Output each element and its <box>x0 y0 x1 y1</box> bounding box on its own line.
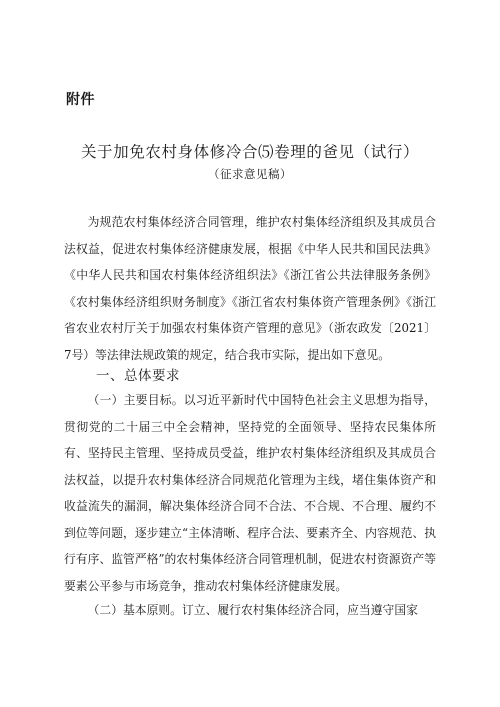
section-heading: 一、总体要求 <box>96 368 180 384</box>
paragraph-main-goals: （一）主要目标。以习近平新时代中国特色社会主义思想为指导，贯彻党的二十届三中全会精神，坚持党的全面领导、坚持农民集体所有、坚持民主管理、坚持成员受益，维护农村集体经济组织及其成员合法权益，以提升农村集体经济合同规范化管理为主线，堵住集体资产和收益流失的漏洞，解决集体经济合同不合法、不合规、不合理、履约不到位等问题，逐步建立“主体清晰、程序合法、要素齐全、内容规范、执行有序、监管严格”的农村集体经济合同管理机制，促进农村资源资产等要素公平参与市场竞争，推动农村集体经济健康发展。 <box>64 393 436 593</box>
attachment-label: 附件 <box>66 92 95 108</box>
document-subtitle: （征求意见稿） <box>208 167 292 181</box>
document-title: 关于加免农村身体修冷合⑸卷理的爸见（试行） <box>80 143 420 161</box>
intro-paragraph: 为规范农村集体经济合同管理，维护农村集体经济组织及其成员合法权益，促进农村集体经济健康发展，根据《中华人民共和国民法典》《中华人民共和国农村集体经济组织法》《浙江省公共法律服务条例》《农村集体经济组织财务制度》《浙江省农村集体资产管理条例》《浙江省农业农村厅关于加强农村集体资产管理的意见》（浙农政发〔2021〕7号）等法律法规政策的规定，结合我市实际，提出如下意见。 <box>64 215 436 362</box>
paragraph-basic-principles: （二）基本原则。订立、履行农村集体经济合同，应当遵守国家 <box>87 603 418 617</box>
